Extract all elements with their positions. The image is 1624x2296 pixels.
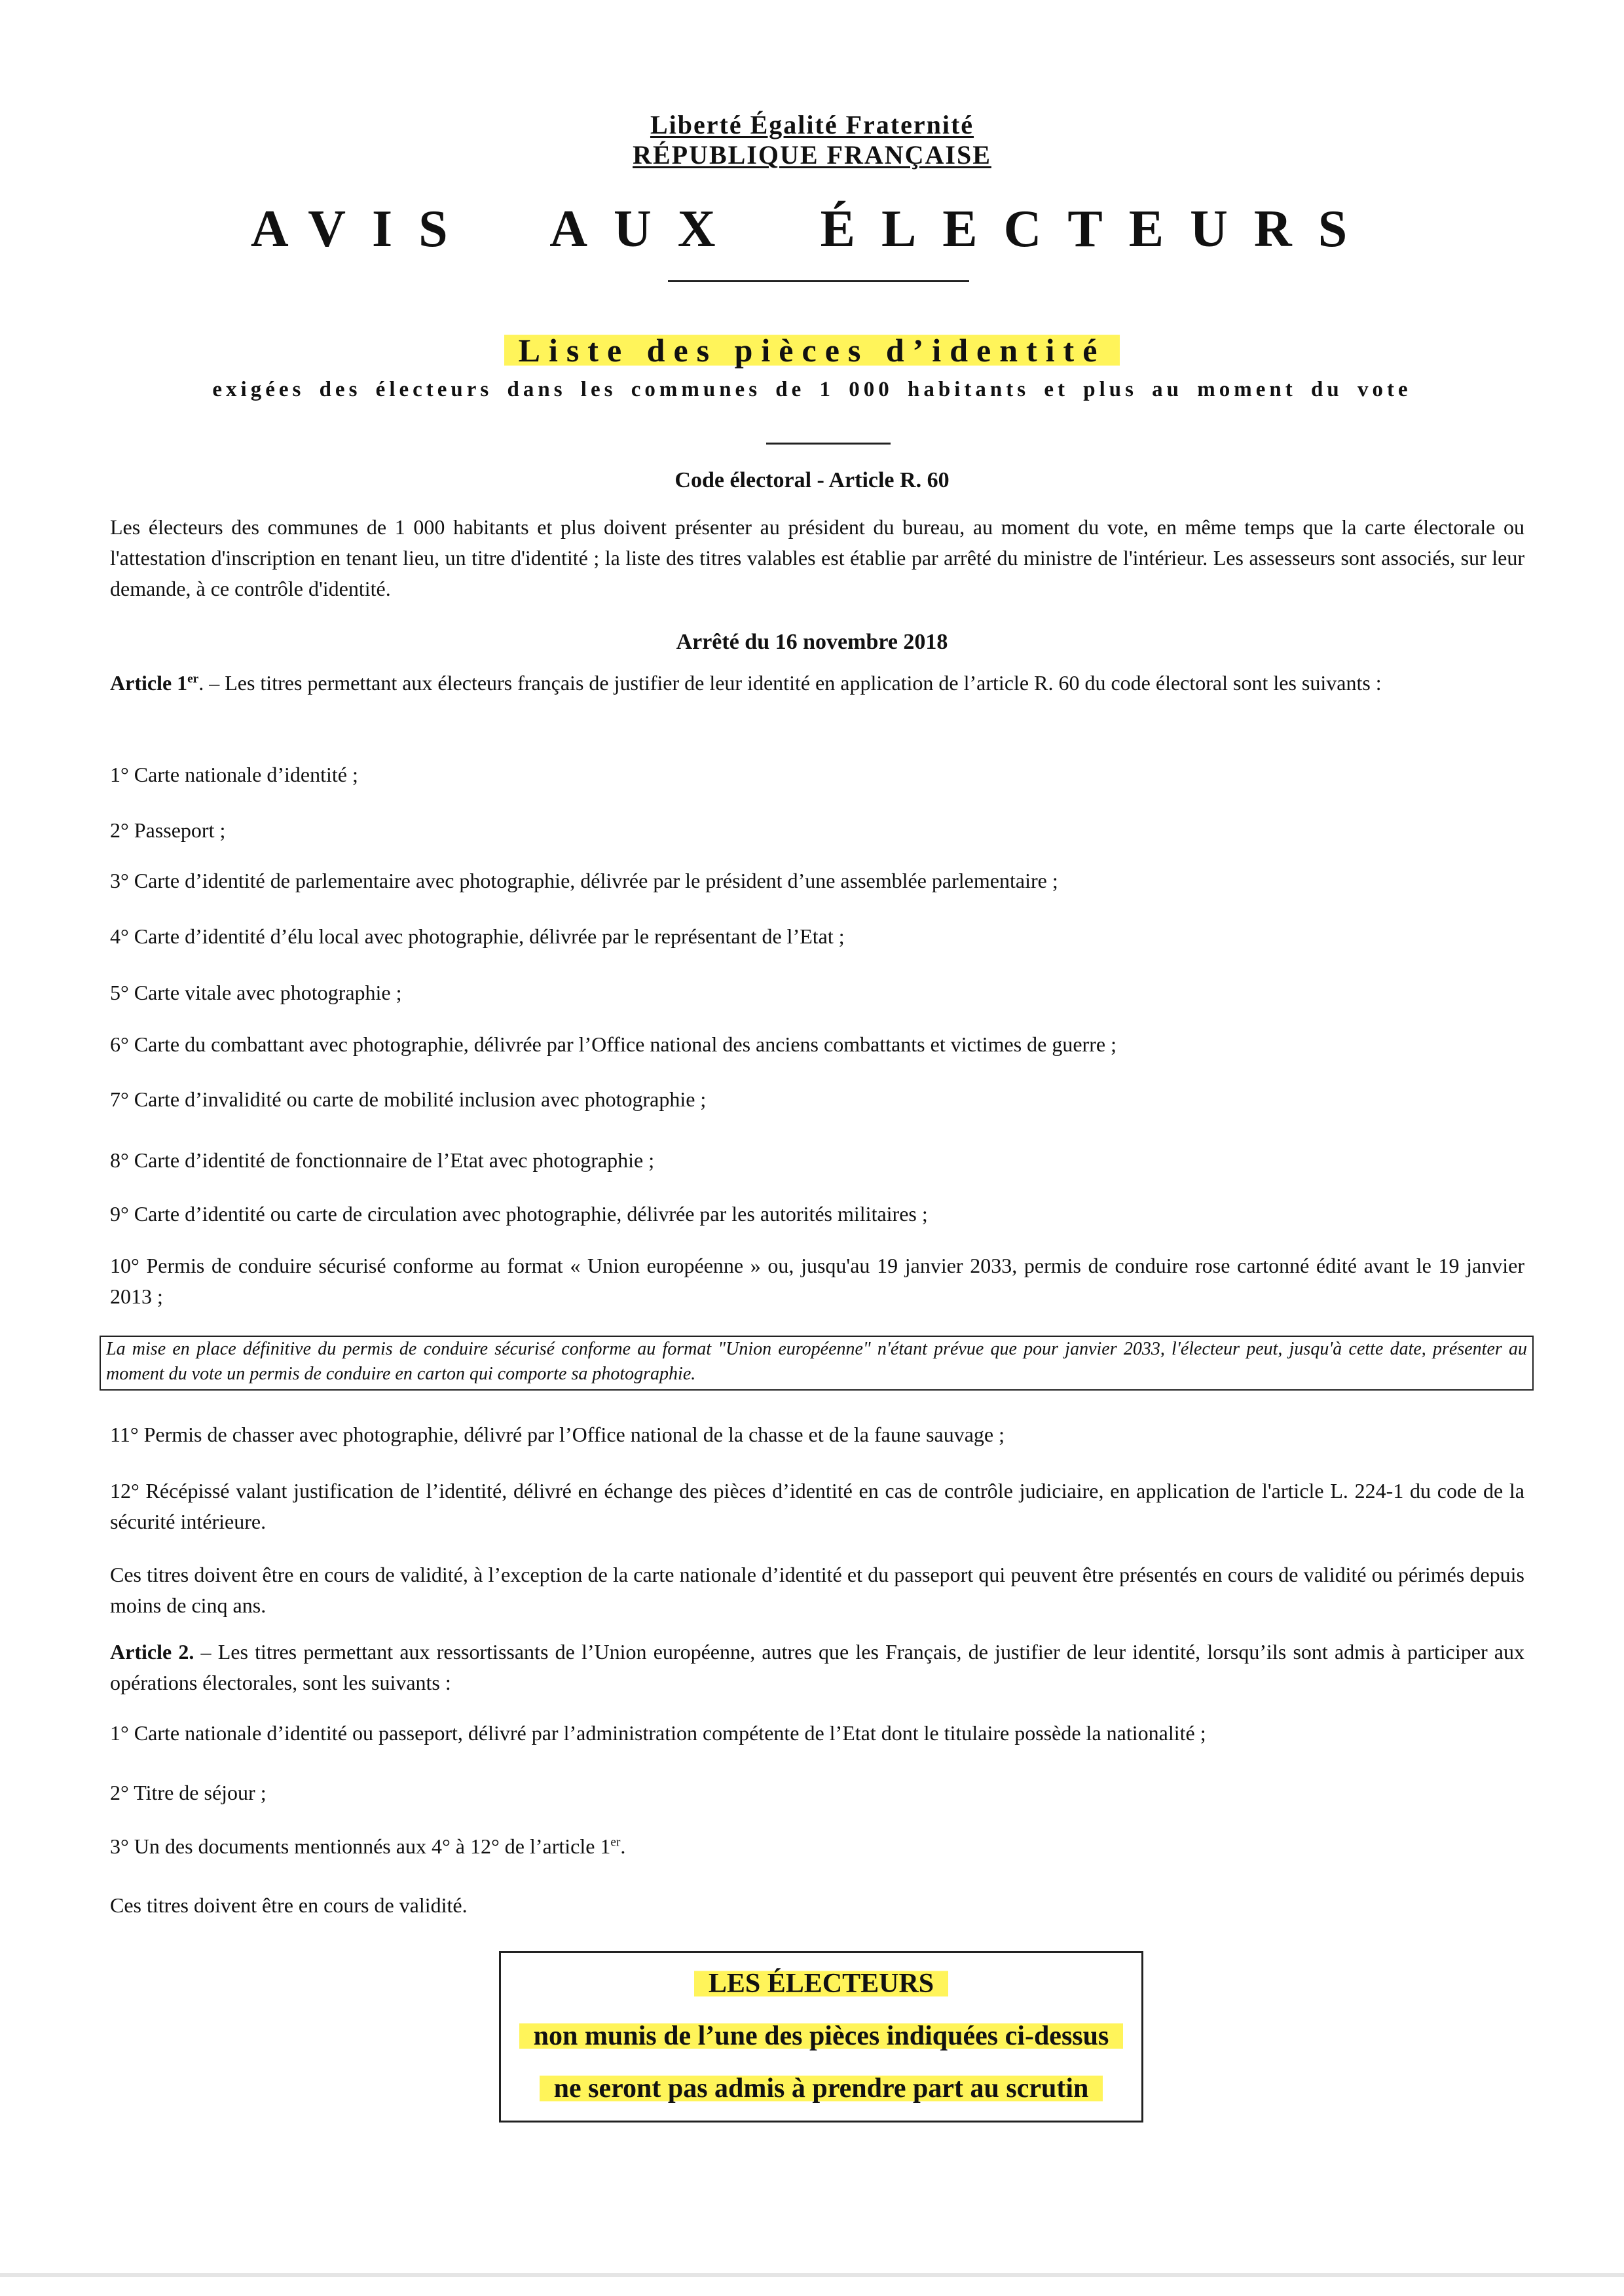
warning-line-1: LES ÉLECTEURS [694, 1969, 948, 1999]
republic-name: RÉPUBLIQUE FRANÇAISE [633, 140, 991, 170]
list-item: 2° Titre de séjour ; [110, 1781, 267, 1804]
subtitle-divider [766, 443, 891, 445]
list-item: 2° Passeport ; [110, 818, 226, 842]
warning-line-2: non munis de l’une des pièces indiquées ci-dessus [519, 2021, 1124, 2051]
article-2-intro: Article 2. – Les titres permettant aux ressortissants de l’Union européenne, autres que les Français, de justifier de leur identité, lorsqu’ils sont admis à participer aux opérations électorales, sont les suivants : [110, 1640, 1525, 1694]
republic-header [0, 110, 1624, 170]
article-1-label: Article 1er [110, 671, 199, 695]
validity-text-2: Ces titres doivent être en cours de validité. [110, 1893, 468, 1917]
warning-box [499, 1951, 1143, 2123]
warning-line-3: ne seront pas admis à prendre part au scrutin [540, 2073, 1103, 2104]
list-item: 3° Un des documents mentionnés aux 4° à 12° de l’article 1er. [110, 1834, 626, 1858]
subtitle-line: exigées des électeurs dans les communes de 1 000 habitants et plus au moment du vote [212, 378, 1412, 401]
list-item: 12° Récépissé valant justification de l’identité, délivré en échange des pièces d’identité en cas de contrôle judiciaire, en application de l'article L. 224-1 du code de la sécurité intérieure. [110, 1479, 1524, 1533]
validity-text: Ces titres doivent être en cours de validité, à l’exception de la carte nationale d’identité et du passeport qui peuvent être présentés en cours de validité ou périmés depuis moins de cinq ans. [110, 1563, 1524, 1617]
title-divider [668, 280, 969, 282]
subtitle [0, 327, 1624, 373]
list-item: 1° Carte nationale d’identité ; [110, 763, 358, 786]
list-item: 11° Permis de chasser avec photographie, délivré par l’Office national de la chasse et de la faune sauvage ; [110, 1423, 1005, 1446]
arrete-heading: Arrêté du 16 novembre 2018 [676, 630, 948, 654]
list-item: 7° Carte d’invalidité ou carte de mobilité inclusion avec photographie ; [110, 1087, 707, 1111]
code-electoral-heading: Code électoral - Article R. 60 [674, 468, 950, 492]
article-1-intro: Article 1er. – Les titres permettant aux électeurs français de justifier de leur identité en application de l’article R. 60 du code électoral sont les suivants : [110, 671, 1382, 695]
list-item: 10° Permis de conduire sécurisé conforme au format « Union européenne » ou, jusqu'au 19 janvier 2033, permis de conduire rose cartonné édité avant le 19 janvier 2013 ; [110, 1254, 1524, 1308]
motto: Liberté Égalité Fraternité [650, 110, 974, 139]
code-electoral-text: Les électeurs des communes de 1 000 habitants et plus doivent présenter au président du bureau, au moment du vote, en même temps que la carte électorale ou l'attestation d'inscription en tenant lieu, un titre d'identité ; la liste des titres valables est établie par arrêté du ministre de l'intérieur. Les assesseurs sont associés, sur leur demande, à ce contrôle d'identité. [110, 515, 1524, 600]
driving-licence-note: La mise en place définitive du permis de conduire sécurisé conforme au format "Union européenne" n'étant prévue que pour janvier 2033, l'électeur peut, jusqu'à cette date, présenter au moment du vote un permis de conduire en carton qui comporte sa photographie. [100, 1336, 1534, 1391]
list-item: 5° Carte vitale avec photographie ; [110, 981, 402, 1004]
list-item: 9° Carte d’identité ou carte de circulation avec photographie, délivrée par les autorités militaires ; [110, 1202, 928, 1226]
list-item: 4° Carte d’identité d’élu local avec photographie, délivrée par le représentant de l’Etat ; [110, 924, 845, 948]
list-item: 8° Carte d’identité de fonctionnaire de l’Etat avec photographie ; [110, 1148, 655, 1172]
page-title: AVIS AUX ÉLECTEURS [250, 200, 1374, 258]
list-item: 3° Carte d’identité de parlementaire avec photographie, délivrée par le président d’une assemblée parlementaire ; [110, 869, 1058, 892]
list-item: 6° Carte du combattant avec photographie, délivrée par l’Office national des anciens combattants et victimes de guerre ; [110, 1032, 1116, 1056]
list-item: 1° Carte nationale d’identité ou passeport, délivré par l’administration compétente de l’Etat dont le titulaire possède la nationalité ; [110, 1721, 1206, 1745]
subtitle-highlight: Liste des pièces d’identité [504, 332, 1120, 369]
article-2-label: Article 2. [110, 1640, 194, 1664]
scan-edge [0, 2273, 1624, 2277]
